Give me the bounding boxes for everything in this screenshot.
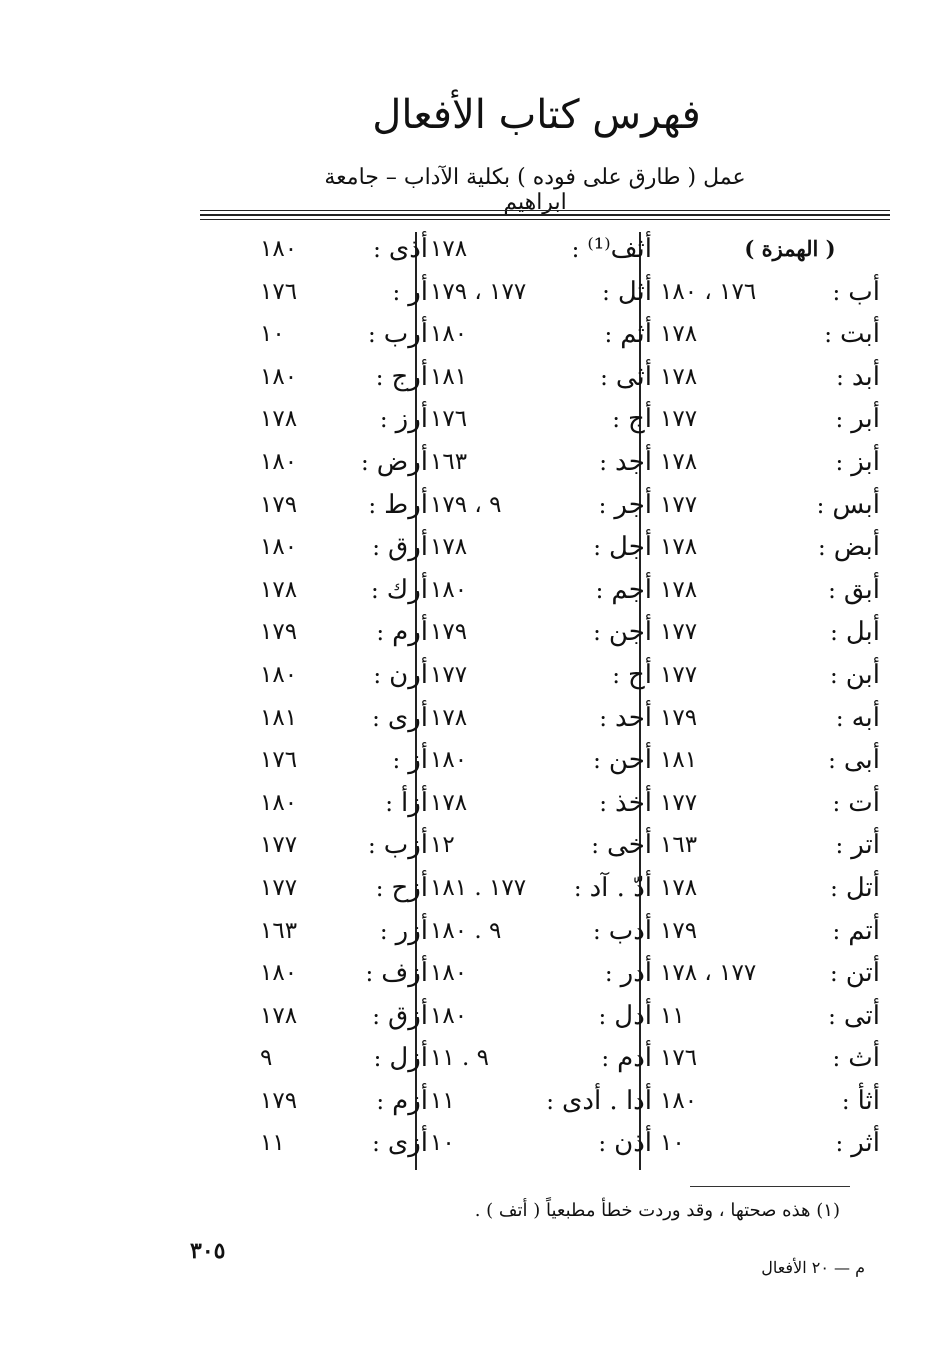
- entry-pages: ١٧٩: [260, 1087, 298, 1114]
- entry-pages: ١٢: [430, 832, 455, 859]
- entry-pages: ١٧٨: [430, 534, 468, 561]
- entry-pages: ١٧٨: [660, 534, 698, 561]
- entry-pages: ١٧٧ ، ١٧٩: [430, 278, 527, 305]
- index-entry: [660, 611, 880, 654]
- entry-pages: ١٨٠: [260, 534, 298, 561]
- entry-root: أث: [848, 1043, 880, 1074]
- entry-root: أبق: [843, 574, 880, 605]
- entry-root: أتى: [843, 1000, 880, 1031]
- entry-separator: :: [832, 790, 841, 817]
- index-entry: [660, 1122, 880, 1165]
- entry-pages: ١٨١: [260, 704, 298, 731]
- index-entry: [660, 271, 880, 314]
- entry-separator: :: [829, 961, 838, 988]
- entry-pages: ١٧٦: [260, 278, 298, 305]
- entry-root: أثم: [620, 319, 652, 350]
- entry-root: أبس: [832, 489, 880, 520]
- entry-root: أر: [408, 276, 428, 307]
- entry-separator: :: [835, 1131, 844, 1158]
- index-entry: [660, 739, 880, 782]
- index-entry: [660, 484, 880, 527]
- credit-line: عمل ( طارق على فوده ) بكلية الآداب – جامعة ابراهيم: [324, 165, 746, 215]
- entry-root: أرب: [383, 319, 428, 350]
- entry-root: أز: [408, 745, 428, 776]
- entry-separator: :: [836, 364, 844, 391]
- entry-pages: ١٨٠: [260, 661, 298, 688]
- entry-root: أتم: [848, 915, 880, 946]
- index-entry: [260, 441, 428, 484]
- entry-separator: :: [828, 577, 836, 604]
- entry-separator: :: [828, 748, 836, 775]
- entry-root: أبت: [840, 319, 880, 350]
- entry-pages: ١٠: [660, 1130, 685, 1157]
- entry-separator: :: [601, 1046, 610, 1073]
- entry-pages: ١٧٩: [430, 619, 468, 646]
- entry-pages: ١٧٧: [430, 661, 468, 688]
- entry-separator: :: [376, 1088, 385, 1115]
- entry-separator: :: [379, 918, 388, 945]
- entry-pages: ١٧٨: [430, 789, 468, 816]
- index-entry: [660, 569, 880, 612]
- entry-separator: :: [832, 279, 841, 306]
- entry-separator: :: [612, 407, 620, 434]
- entry-pages: ١٧٨: [660, 874, 698, 901]
- index-column-1: [660, 228, 880, 1165]
- index-entry: [430, 910, 652, 953]
- entry-pages: ١٠: [430, 1130, 455, 1157]
- entry-separator: :: [835, 449, 844, 476]
- entry-root: أبر: [851, 404, 880, 435]
- footnote: (١) هذه صحتها ، وقد وردت خطأ مطبعياً ( أتف ) .: [474, 1200, 840, 1221]
- entry-pages: ١٧٦: [430, 406, 468, 433]
- entry-root: أدم: [617, 1043, 652, 1074]
- index-entry: [430, 824, 652, 867]
- index-entry: [430, 995, 652, 1038]
- entry-separator: :: [602, 279, 610, 306]
- index-entry: [430, 611, 652, 654]
- entry-root: أجن: [608, 617, 652, 648]
- entry-pages: ١٧٨: [430, 236, 468, 262]
- entry-separator: :: [385, 790, 393, 817]
- entry-root: أبن: [845, 659, 880, 690]
- entry-root: أتل: [845, 872, 880, 903]
- entry-separator: :: [832, 918, 841, 945]
- entry-root: أرى: [387, 702, 428, 733]
- index-entry: [660, 697, 880, 740]
- entry-root: أزب: [383, 830, 428, 861]
- entry-root: أثل: [617, 276, 652, 307]
- section-header: ( الهمزة ): [744, 236, 836, 261]
- entry-root: أرق: [388, 532, 428, 563]
- entry-separator: :: [841, 1088, 850, 1115]
- entry-root: أتر: [851, 830, 880, 861]
- index-entry: [430, 867, 652, 910]
- entry-separator: :: [817, 535, 826, 562]
- entry-root: أبل: [845, 617, 880, 648]
- entry-pages: ١٨٠: [260, 960, 298, 987]
- entry-root: أرط: [384, 489, 428, 520]
- entry-pages: ١٧٨: [660, 321, 698, 348]
- entry-pages: ١٨١: [430, 363, 468, 390]
- signature-mark: م — ٢٠ الأفعال: [761, 1258, 865, 1277]
- page-number: ٣٠٥: [190, 1238, 226, 1264]
- entry-root: أثى: [615, 361, 652, 392]
- entry-pages: ١٨٠: [430, 960, 468, 987]
- index-entry: [430, 782, 652, 825]
- entry-separator: :: [392, 748, 401, 775]
- entry-separator: :: [591, 833, 600, 860]
- entry-separator: :: [593, 748, 601, 775]
- entry-separator: :: [372, 1003, 381, 1030]
- entry-separator: :: [830, 620, 838, 647]
- entry-separator: :: [599, 449, 608, 476]
- entry-pages: ١٧٩: [660, 917, 698, 944]
- entry-separator: :: [830, 875, 838, 902]
- entry-pages: ١٧٧: [260, 832, 298, 859]
- index-entry: [660, 1080, 880, 1123]
- entry-separator: :: [824, 322, 832, 349]
- header-rule: [200, 219, 890, 220]
- entry-pages: ١٨٠: [430, 576, 468, 603]
- index-entry: [260, 739, 428, 782]
- index-entry: [260, 824, 428, 867]
- entry-root: أثر: [851, 1128, 880, 1159]
- entry-pages: ١٨١: [660, 747, 698, 774]
- entry-separator: :: [835, 833, 844, 860]
- entry-separator: :: [571, 237, 580, 263]
- index-entry: [660, 398, 880, 441]
- page-title: فهرس كتاب الأفعال: [372, 92, 701, 138]
- index-entry: [430, 313, 652, 356]
- index-entry: [260, 910, 428, 953]
- index-entry: [260, 654, 428, 697]
- entry-pages: ١٠: [260, 321, 285, 348]
- index-entry: [660, 441, 880, 484]
- entry-separator: :: [816, 492, 825, 519]
- index-entry: [660, 654, 880, 697]
- entry-pages: ٩ ، ١٧٩: [430, 491, 502, 518]
- header-rule: [200, 210, 890, 211]
- entry-root: أجر: [614, 489, 652, 520]
- index-entry: [430, 228, 652, 271]
- entry-pages: ٩ . ١٨٠: [430, 917, 502, 944]
- entry-pages: ١٧٧: [660, 619, 698, 646]
- footnote-rule: [690, 1186, 850, 1187]
- index-entry: [660, 782, 880, 825]
- entry-pages: ١٧٨: [260, 576, 298, 603]
- entry-pages: ١٦٣: [660, 832, 698, 859]
- entry-root: أجل: [609, 532, 652, 563]
- entry-root: أذن: [614, 1128, 652, 1159]
- entry-pages: ١٧٩: [660, 704, 698, 731]
- entry-root: أح: [627, 659, 652, 690]
- index-entry: [260, 271, 428, 314]
- index-entry: [660, 824, 880, 867]
- index-entry: [260, 1080, 428, 1123]
- entry-pages: ١٧٧: [660, 491, 698, 518]
- entry-pages: ١٨٠: [260, 363, 298, 390]
- index-entry: [260, 782, 428, 825]
- entry-root: أبى: [843, 745, 880, 776]
- entry-separator: :: [832, 1046, 841, 1073]
- index-entry: [660, 995, 880, 1038]
- index-entry: [430, 697, 652, 740]
- entry-pages: ١٧٧ ، ١٧٨: [660, 960, 757, 987]
- entry-root: أرم: [392, 617, 428, 648]
- entry-root: أت: [848, 787, 880, 818]
- index-entry: [260, 952, 428, 995]
- entry-root: أتن: [845, 958, 880, 989]
- entry-root: أزح: [391, 872, 428, 903]
- entry-separator: :: [372, 705, 380, 732]
- index-entry: [430, 654, 652, 697]
- index-entry: [430, 1037, 652, 1080]
- entry-root: أجد: [615, 446, 652, 477]
- index-entry: [260, 484, 428, 527]
- index-entry: [660, 910, 880, 953]
- entry-pages: ١٧٨: [260, 406, 298, 433]
- entry-root: أخى: [607, 830, 652, 861]
- entry-pages: ١٧٧ . ١٨١: [430, 874, 527, 901]
- index-entry: [660, 526, 880, 569]
- index-entry: [260, 526, 428, 569]
- entry-root: أبض: [833, 532, 880, 563]
- index-entry: [260, 1037, 428, 1080]
- entry-pages: ١٧٨: [260, 1002, 298, 1029]
- entry-separator: :: [592, 918, 601, 945]
- index-entry: [430, 356, 652, 399]
- entry-separator: :: [373, 237, 381, 263]
- index-entry: [260, 569, 428, 612]
- index-entry: [430, 739, 652, 782]
- entry-separator: :: [371, 577, 379, 604]
- entry-pages: ١٧٦: [660, 1045, 698, 1072]
- index-entry: [260, 697, 428, 740]
- entry-root: أرض: [376, 446, 428, 477]
- entry-root: أثف⁽¹⁾: [587, 234, 652, 264]
- index-entry: [660, 356, 880, 399]
- index-entry: [430, 1122, 652, 1165]
- entry-separator: :: [598, 1131, 607, 1158]
- index-entry: [430, 484, 652, 527]
- index-entry: [430, 569, 652, 612]
- entry-root: أثأ: [857, 1085, 880, 1116]
- entry-root: أرز: [395, 404, 428, 435]
- entry-root: أج: [627, 404, 652, 435]
- entry-separator: :: [373, 1046, 382, 1073]
- entry-separator: :: [829, 662, 838, 689]
- index-entry: [430, 398, 652, 441]
- entry-separator: :: [373, 662, 382, 689]
- entry-separator: :: [612, 662, 620, 689]
- index-entry: [260, 228, 428, 271]
- entry-separator: :: [604, 322, 613, 349]
- index-entry: [430, 271, 652, 314]
- entry-separator: :: [598, 492, 607, 519]
- entry-separator: :: [598, 1003, 607, 1030]
- entry-separator: :: [604, 961, 613, 988]
- index-entry: [260, 313, 428, 356]
- index-entry: [660, 1037, 880, 1080]
- entry-separator: :: [600, 364, 608, 391]
- entry-root: أبز: [851, 446, 880, 477]
- entry-separator: :: [361, 449, 369, 476]
- entry-pages: ١٧٨: [660, 448, 698, 475]
- entry-pages: ١٧٨: [660, 363, 698, 390]
- index-column-3: [260, 228, 428, 1165]
- index-entry: [260, 995, 428, 1038]
- entry-pages: ١٧٨: [430, 704, 468, 731]
- entry-pages: ١٧٧: [660, 661, 698, 688]
- index-entry: [660, 313, 880, 356]
- entry-separator: :: [835, 705, 844, 732]
- index-entry: [430, 441, 652, 484]
- entry-pages: ١٧٦: [260, 747, 298, 774]
- entry-pages: ١٨٠: [660, 1087, 698, 1114]
- entry-root: أبه: [851, 702, 880, 733]
- entry-separator: :: [599, 790, 608, 817]
- index-entry: [430, 526, 652, 569]
- entry-pages: ١٦٣: [260, 917, 298, 944]
- entry-pages: ١٨٠: [260, 448, 298, 475]
- entry-root: أزى: [387, 1128, 428, 1159]
- entry-root: أخذ: [615, 787, 652, 818]
- index-column-2: [430, 228, 652, 1165]
- entry-root: أذى: [388, 234, 428, 264]
- entry-separator: :: [573, 875, 582, 902]
- entry-pages: ٩ . ١١: [430, 1045, 490, 1072]
- entry-pages: ١١: [660, 1002, 685, 1029]
- entry-root: أب: [848, 276, 880, 307]
- entry-root: أحد: [615, 702, 652, 733]
- index-entry: [260, 1122, 428, 1165]
- entry-pages: ١٧٦ ، ١٨٠: [660, 278, 757, 305]
- entry-pages: ١٨٠: [260, 789, 298, 816]
- entry-separator: :: [828, 1003, 836, 1030]
- index-entry: [430, 952, 652, 995]
- entry-pages: ١٨٠: [430, 747, 468, 774]
- entry-root: أزق: [388, 1000, 428, 1031]
- entry-separator: :: [367, 833, 376, 860]
- entry-pages: ١٨٠: [260, 236, 298, 262]
- entry-separator: :: [375, 364, 384, 391]
- index-entry: [260, 356, 428, 399]
- entry-pages: ١٦٣: [430, 448, 468, 475]
- index-entry: [660, 952, 880, 995]
- entry-pages: ١٧٧: [660, 406, 698, 433]
- entry-separator: :: [835, 407, 844, 434]
- entry-pages: ١٧٧: [260, 874, 298, 901]
- entry-separator: :: [599, 705, 608, 732]
- entry-separator: :: [376, 620, 385, 647]
- entry-root: أزر: [395, 915, 428, 946]
- entry-pages: ٩: [260, 1045, 273, 1072]
- entry-root: أدر: [620, 958, 652, 989]
- entry-separator: :: [365, 961, 374, 988]
- index-entry: [660, 867, 880, 910]
- entry-root: أرك: [386, 574, 428, 605]
- index-entry: [260, 398, 428, 441]
- index-entry: [260, 867, 428, 910]
- entry-separator: :: [546, 1088, 555, 1115]
- entry-separator: :: [367, 322, 376, 349]
- entry-separator: :: [368, 492, 377, 519]
- entry-pages: ١٧٧: [660, 789, 698, 816]
- entry-separator: :: [595, 577, 604, 604]
- entry-separator: :: [593, 620, 601, 647]
- header-rule: [200, 214, 890, 216]
- entry-separator: :: [372, 1131, 380, 1158]
- entry-root: أدا . أدى: [562, 1085, 652, 1116]
- entry-separator: :: [593, 535, 601, 562]
- entry-root: أبد: [851, 361, 880, 392]
- entry-separator: :: [372, 535, 381, 562]
- entry-root: أحن: [608, 745, 652, 776]
- entry-root: أزم: [392, 1085, 428, 1116]
- index-entry: [430, 1080, 652, 1123]
- entry-root: أرن: [389, 659, 428, 690]
- entry-pages: ١١: [430, 1087, 455, 1114]
- entry-root: أزل: [389, 1043, 428, 1074]
- index-entry: [260, 611, 428, 654]
- entry-root: أجم: [611, 574, 652, 605]
- entry-separator: :: [375, 875, 384, 902]
- entry-separator: :: [392, 279, 401, 306]
- entry-pages: ١٨٠: [430, 1002, 468, 1029]
- entry-root: أزأ: [400, 787, 428, 818]
- entry-root: أدب: [608, 915, 652, 946]
- entry-pages: ١١: [260, 1130, 285, 1157]
- entry-pages: ١٧٩: [260, 491, 298, 518]
- entry-pages: ١٧٩: [260, 619, 298, 646]
- entry-pages: ١٨٠: [430, 321, 468, 348]
- entry-root: أدل: [614, 1000, 652, 1031]
- entry-root: أدّ . آد: [589, 872, 652, 903]
- entry-root: أزف: [381, 958, 428, 989]
- entry-separator: :: [379, 407, 388, 434]
- entry-pages: ١٧٨: [660, 576, 698, 603]
- entry-root: أرج: [391, 361, 428, 392]
